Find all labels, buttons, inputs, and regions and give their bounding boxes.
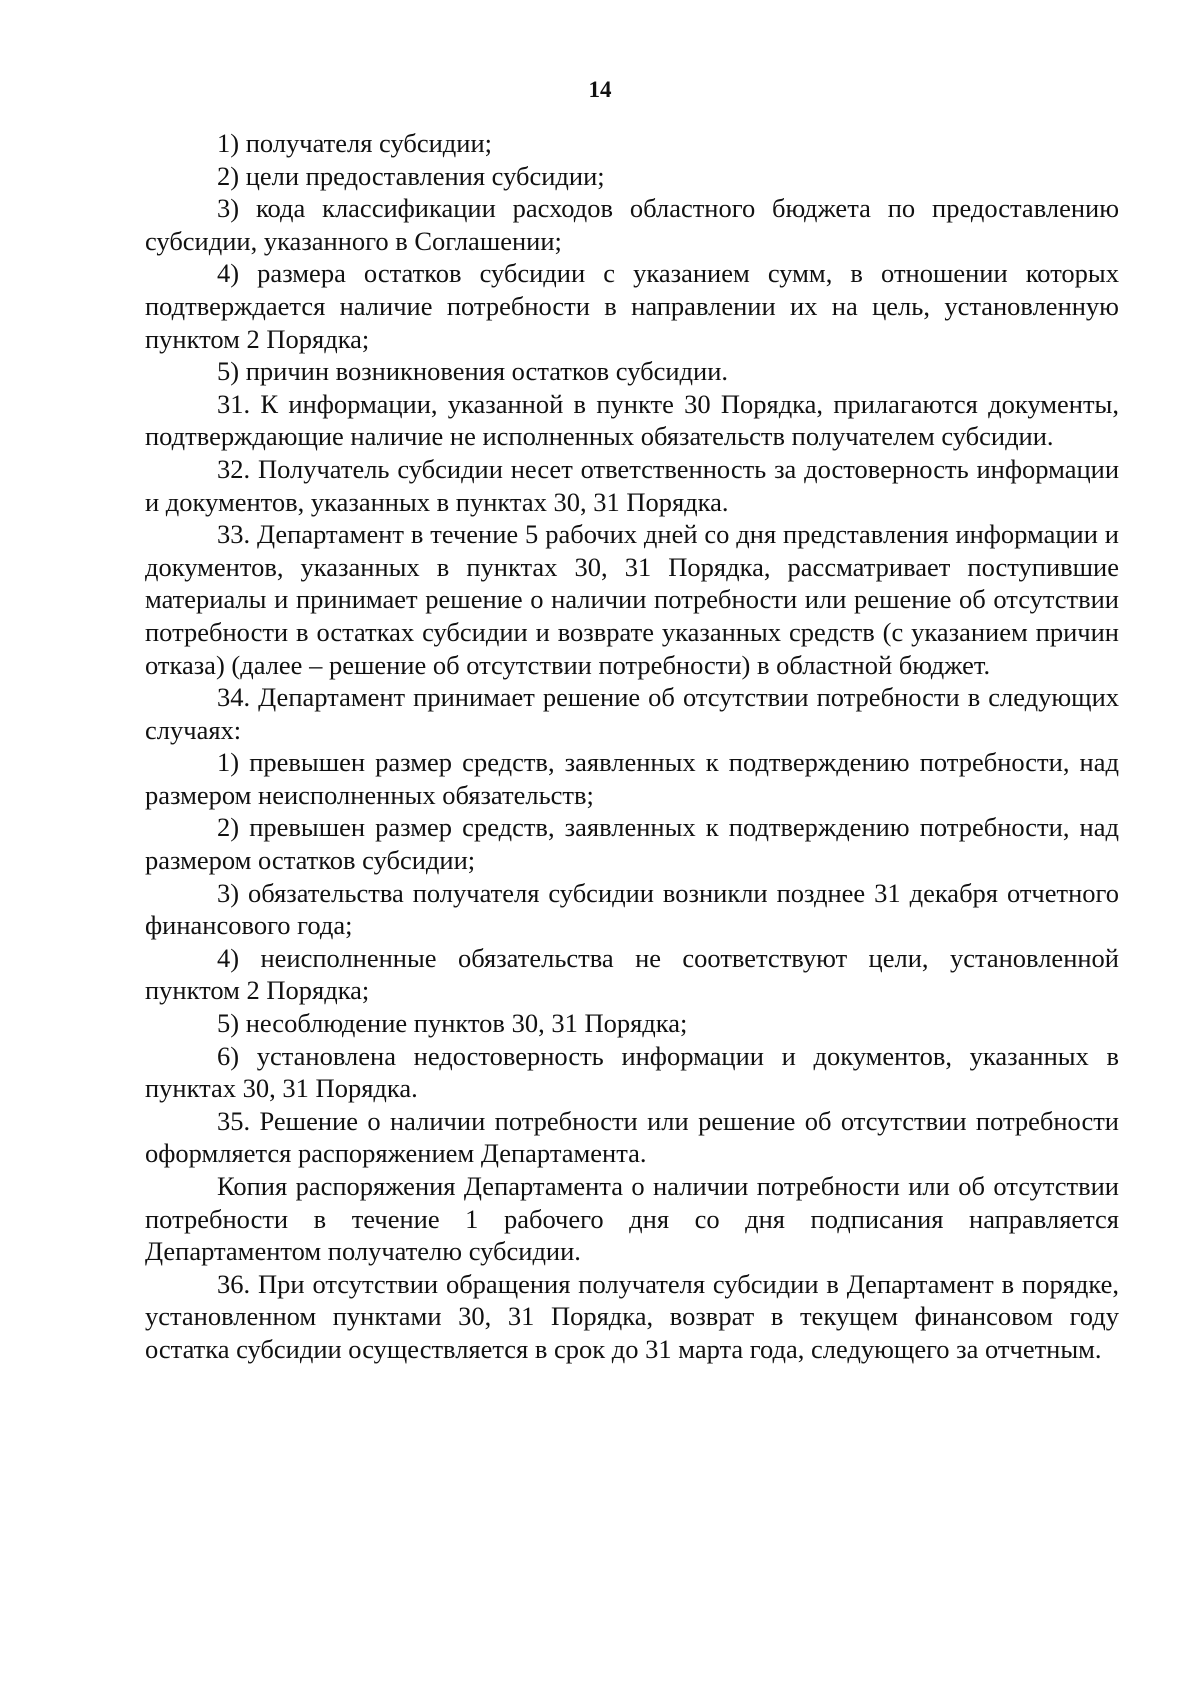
document-body [145, 127, 1119, 1366]
case-item-4: 4) неисполненные обязательства не соответствуют цели, установленной пунктом 2 Порядка; [145, 942, 1119, 1006]
list-item-purpose: 2) цели предоставления субсидии; [217, 160, 605, 191]
clause-31: 31. К информации, указанной в пункте 30 Порядка, прилагаются документы, подтверждающие наличие не исполненных обязательств получателем субсидии. [145, 388, 1119, 452]
clause-32: 32. Получатель субсидии несет ответственность за достоверность информации и документов, указанных в пунктах 30, 31 Порядка. [145, 453, 1119, 517]
clause-35-copy: Копия распоряжения Департамента о наличии потребности или об отсутствии потребности в течение 1 рабочего дня со дня подписания направляется Департаментом получателю субсидии. [145, 1171, 1119, 1267]
case-item-6: 6) установлена недостоверность информации и документов, указанных в пунктах 30, 31 Порядка. [145, 1040, 1119, 1104]
clause-33: 33. Департамент в течение 5 рабочих дней со дня представления информации и документов, указанных в пунктах 30, 31 Порядка, рассматривает поступившие материалы и принимает решение о наличии потребности или решение об отсутствии потребности в остатках субсидии и возврате указанных средств (с указанием причин отказа) (далее – решение об отсутствии потребности) в областной бюджет. [145, 519, 1119, 680]
clause-36: 36. При отсутствии обращения получателя субсидии в Департамент в порядке, установленном пунктами 30, 31 Порядка, возврат в текущем финансовом году остатка субсидии осуществляется в срок до 31 марта года, следующего за отчетным. [145, 1268, 1119, 1364]
page-number: 14 [588, 77, 612, 102]
case-item-3: 3) обязательства получателя субсидии возникли позднее 31 декабря отчетного финансового года; [145, 877, 1119, 941]
list-item-budget-code: 3) кода классификации расходов областного бюджета по предоставлению субсидии, указанного в Соглашении; [145, 193, 1119, 256]
case-item-1: 1) превышен размер средств, заявленных к подтверждению потребности, над размером неисполненных обязательств; [145, 747, 1119, 810]
clause-34: 34. Департамент принимает решение об отсутствии потребности в следующих случаях: [145, 682, 1119, 745]
case-item-2: 2) превышен размер средств, заявленных к подтверждению потребности, над размером остатков субсидии; [145, 812, 1119, 876]
clause-35: 35. Решение о наличии потребности или решение об отсутствии потребности оформляется распоряжением Департамента. [145, 1105, 1119, 1169]
list-item-balance-size: 4) размера остатков субсидии с указанием сумм, в отношении которых подтверждается наличие потребности в направлении их на цель, установленную пунктом 2 Порядка; [145, 258, 1119, 354]
case-item-5: 5) несоблюдение пунктов 30, 31 Порядка; [217, 1008, 688, 1039]
list-item-balance-reasons: 5) причин возникновения остатков субсидии. [217, 356, 729, 387]
list-item-recipient: 1) получателя субсидии; [217, 128, 492, 158]
